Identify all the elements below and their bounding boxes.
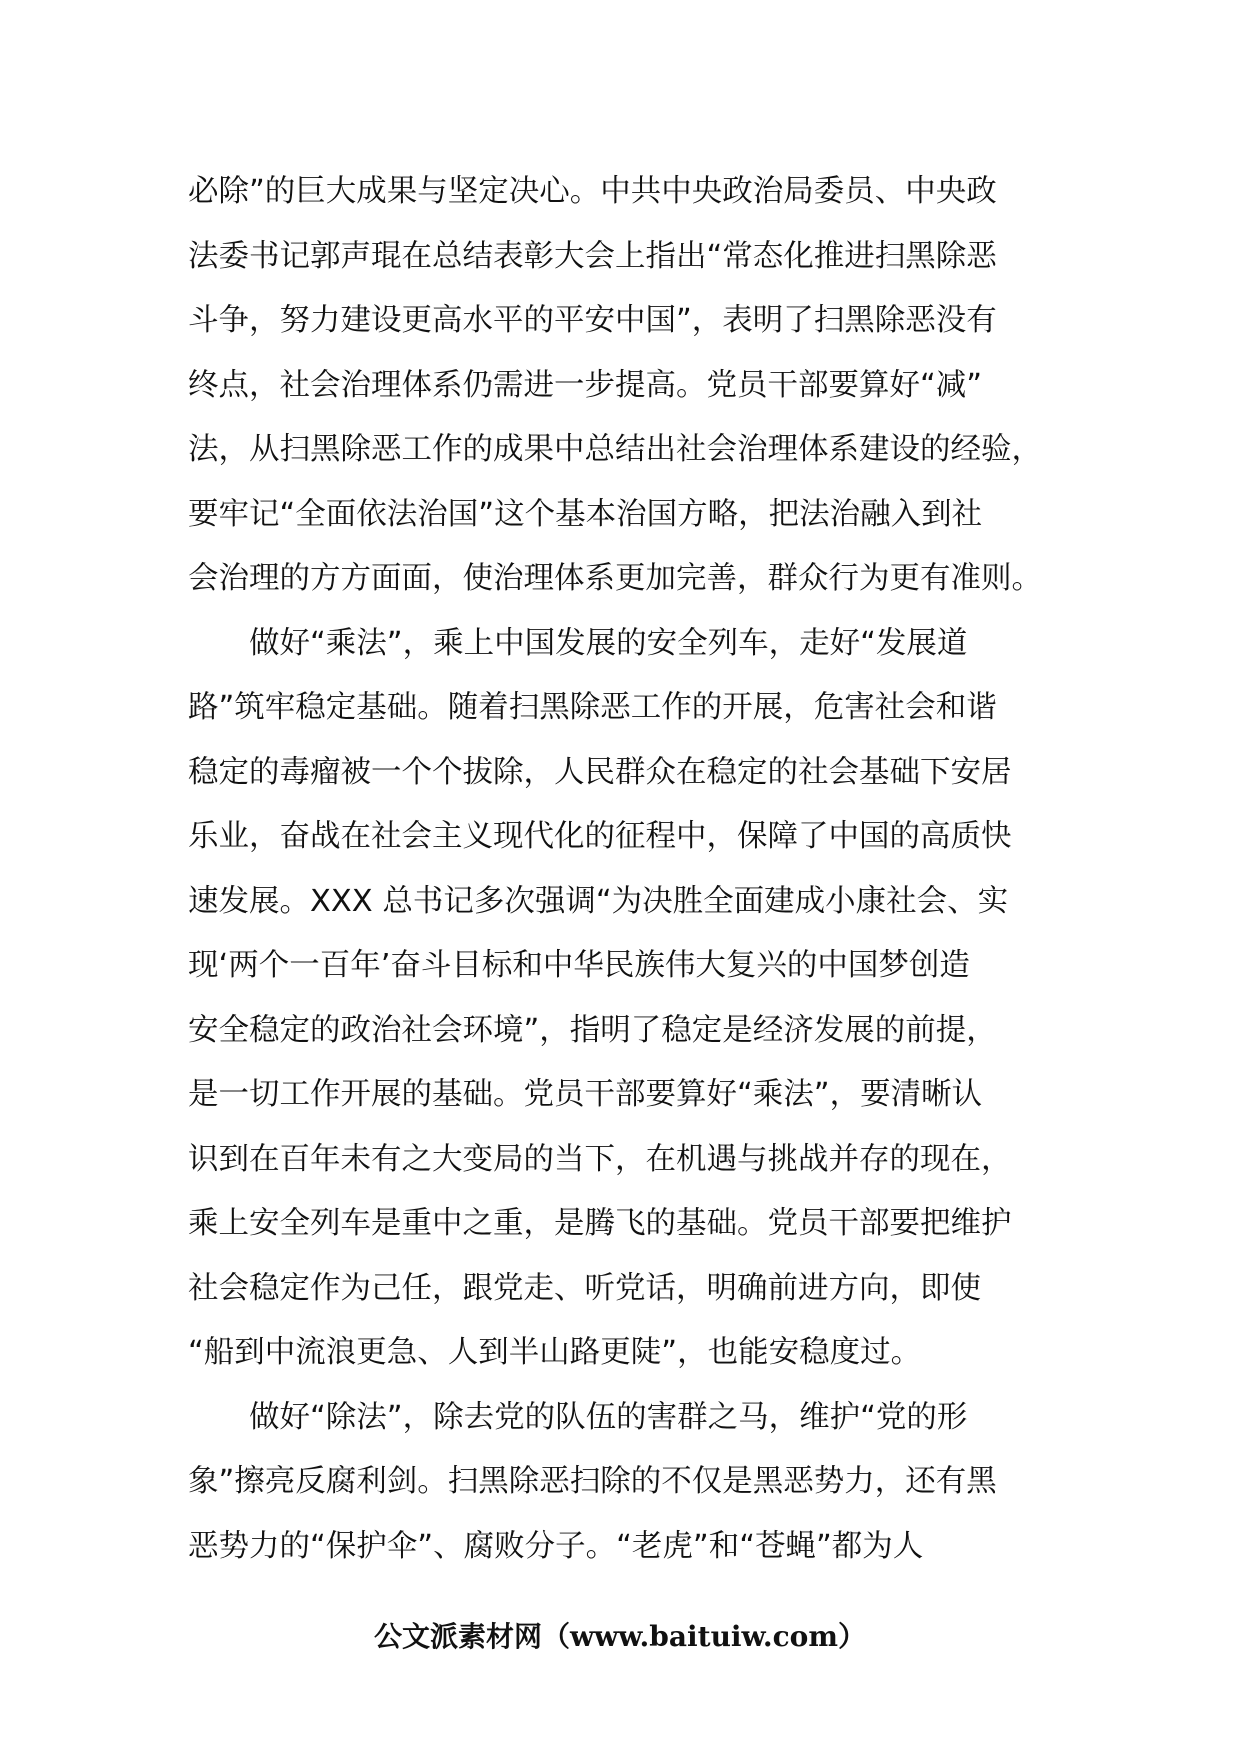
text-line: 做好“除法”，除去党的队伍的害群之马，维护“党的形 [249,1399,968,1435]
text-line: 法，从扫黑除恶工作的成果中总结出社会治理体系建设的经验， [188,432,1042,467]
text-line: 会治理的方方面面，使治理体系更加完善，群众行为更有准则。 [188,561,1042,596]
text-line: 路”筑牢稳定基础。随着扫黑除恶工作的开展，危害社会和谐 [188,690,997,725]
text-line: 速发展。XXX 总书记多次强调“为决胜全面建成小康社会、实 [188,883,1009,919]
text-line: 社会稳定作为己任，跟党走、听党话，明确前进方向，即使 [188,1270,981,1306]
text-line: 法委书记郭声琨在总结表彰大会上指出“常态化推进扫黑除恶 [188,238,997,274]
text-line: 现‘两个一百年’奋斗目标和中华民族伟大复兴的中国梦创造 [188,948,970,983]
text-line: 乐业，奋战在社会主义现代化的征程中，保障了中国的高质快 [188,819,1012,854]
text-line: 安全稳定的政治社会环境”，指明了稳定是经济发展的前提， [188,1012,997,1048]
text-line: 终点，社会治理体系仍需进一步提高。党员干部要算好“减” [188,367,983,403]
text-line: 是一切工作开展的基础。党员干部要算好“乘法”，要清晰认 [188,1077,983,1112]
text-line: 斗争，努力建设更高水平的平安中国”，表明了扫黑除恶没有 [188,303,997,338]
text-line: 恶势力的“保护伞”、腐败分子。“老虎”和“苍蝇”都为人 [188,1528,924,1564]
text-line: “船到中流浪更急、人到半山路更陡”，也能安稳度过。 [188,1335,922,1370]
text-line: 识到在百年未有之大变局的当下，在机遇与挑战并存的现在， [188,1141,1012,1177]
text-line: 乘上安全列车是重中之重，是腾飞的基础。党员干部要把维护 [188,1206,1012,1241]
text-line: 要牢记“全面依法治国”这个基本治国方略，把法治融入到社 [188,496,983,532]
text-line: 稳定的毒瘤被一个个拔除，人民群众在稳定的社会基础下安居 [188,754,1012,790]
text-line: 做好“乘法”，乘上中国发展的安全列车，走好“发展道 [249,625,968,661]
footer-watermark: 公文派素材网（www.baituiw.com） [374,1620,866,1653]
text-line: 必除”的巨大成果与坚定决心。中共中央政治局委员、中央政 [188,174,997,209]
text-line: 象”擦亮反腐利剑。扫黑除恶扫除的不仅是黑恶势力，还有黑 [188,1464,997,1499]
document-body [188,160,1068,1579]
